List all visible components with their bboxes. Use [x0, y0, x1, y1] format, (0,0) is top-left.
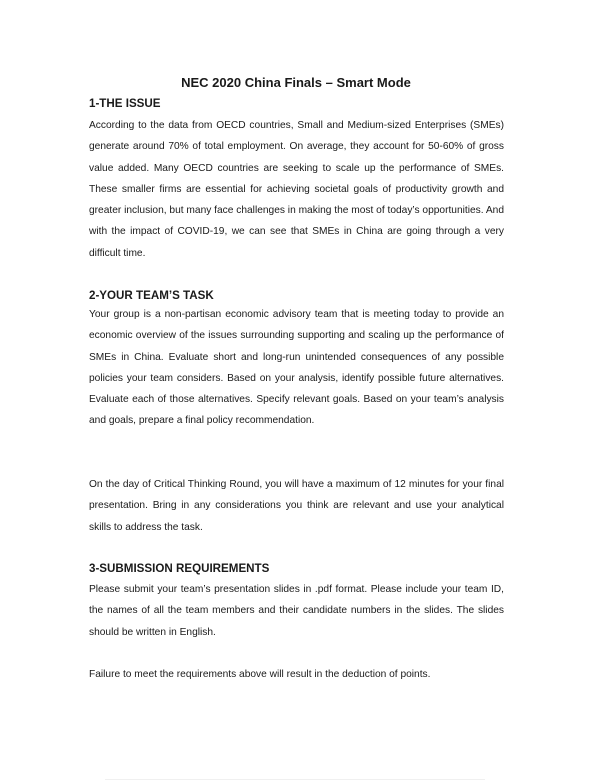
section-submission-paragraph-1: Please submit your team’s presentation slides in .pdf format. Please include your team ID, the names of all the team members and their candidate numbers in the slides. The slides should be written in English. — [89, 584, 504, 638]
page-bottom-divider — [105, 779, 485, 780]
section-task-paragraph-1: Your group is a non-partisan economic advisory team that is meeting today to provide an economic overview of the issues surrounding supporting and scaling up the performance of SMEs in China. Evaluate short and long-run unintended consequences of any possible policies your team considers. Based on your analysis, identify possible future alternatives. Evaluate each of those alternatives. Specify relevant goals. Based on your team’s analysis and goals, prepare a final policy recommendation. — [89, 309, 504, 427]
section-task-paragraph-2: On the day of Critical Thinking Round, you will have a maximum of 12 minutes for your final presentation. Bring in any considerations you think are relevant and use your analytical skills to address the task. — [89, 479, 504, 533]
section-heading-submission: 3-SUBMISSION REQUIREMENTS — [89, 562, 270, 575]
section-issue-paragraph: According to the data from OECD countries, Small and Medium-sized Enterprises (SMEs) generate around 70% of total employment. On average, they account for 50-60% of gross value added. Many OECD countries are seeking to scale up the performance of SMEs. These smaller firms are essential for achieving societal goals of productivity growth and greater inclusion, but many face challenges in making the most of today’s opportunities. And with the impact of COVID-19, we can see that SMEs in China are going through a very difficult time. — [89, 120, 504, 259]
document-title: NEC 2020 China Finals – Smart Mode — [181, 75, 411, 90]
section-heading-issue: 1-THE ISSUE — [89, 97, 161, 110]
section-heading-task: 2-YOUR TEAM’S TASK — [89, 289, 214, 302]
section-submission-paragraph-2: Failure to meet the requirements above will result in the deduction of points. — [89, 669, 431, 680]
